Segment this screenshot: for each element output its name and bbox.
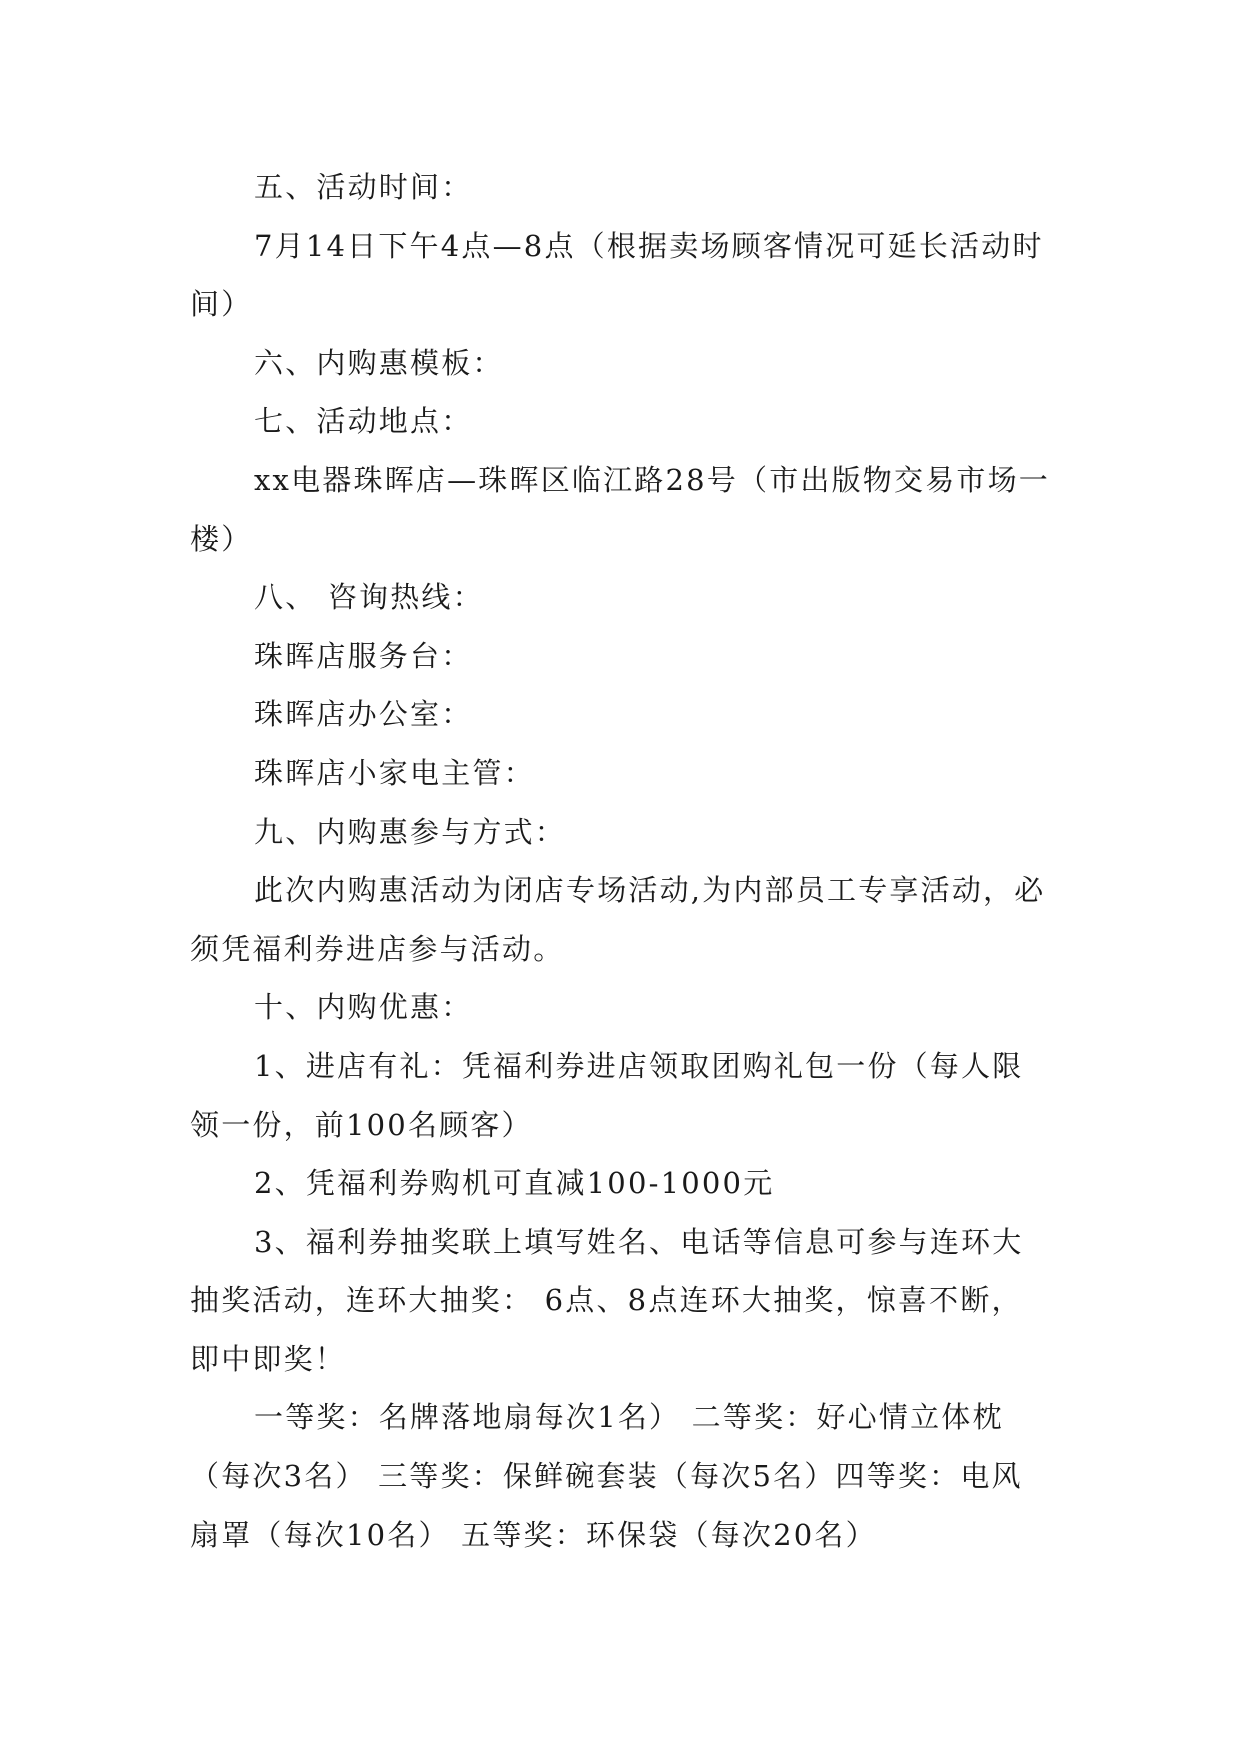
section-heading-location: 七、活动地点： (254, 404, 473, 439)
hotline-service-desk: 珠晖店服务台： (254, 638, 473, 673)
section-heading-hotline: 八、 咨询热线： (254, 580, 484, 615)
offer-item-1: 1、进店有礼：凭福利券进店领取团购礼包一份（每人限领一份，前100名顾客） (190, 1048, 1024, 1142)
participation-text: 此次内购惠活动为闭店专场活动,为内部员工专享活动，必须凭福利券进店参与活动。 (190, 873, 1046, 966)
section-heading-participation: 九、内购惠参与方式： (254, 814, 567, 849)
hotline-office: 珠晖店办公室： (254, 697, 473, 732)
section-heading-activity-time: 五、活动时间： (254, 170, 473, 204)
offer-item-3: 3、福利券抽奖联上填写姓名、电话等信息可参与连环大抽奖活动，连环大抽奖： 6点、8点连环大抽奖，惊喜不断，即中即奖！ (190, 1224, 1024, 1376)
offer-item-2: 2、凭福利券购机可直减100-1000元 (254, 1166, 775, 1201)
prize-list: 一等奖：名牌落地扇每次1名） 二等奖：好心情立体枕（每次3名） 三等奖：保鲜碗套装（每次5名）四等奖：电风扇罩（每次10名） 五等奖：环保袋（每次20名） (190, 1400, 1023, 1552)
location-text: xx电器珠晖店—珠晖区临江路28号（市出版物交易市场一楼） (190, 462, 1051, 556)
document-body (190, 158, 1050, 1564)
section-heading-template: 六、内购惠模板： (254, 345, 504, 380)
section-heading-offers: 十、内购优惠： (254, 990, 473, 1025)
activity-time-text: 7月14日下午4点—8点（根据卖场顾客情况可延长活动时间） (190, 228, 1044, 322)
hotline-appliance-manager: 珠晖店小家电主管： (254, 755, 535, 790)
